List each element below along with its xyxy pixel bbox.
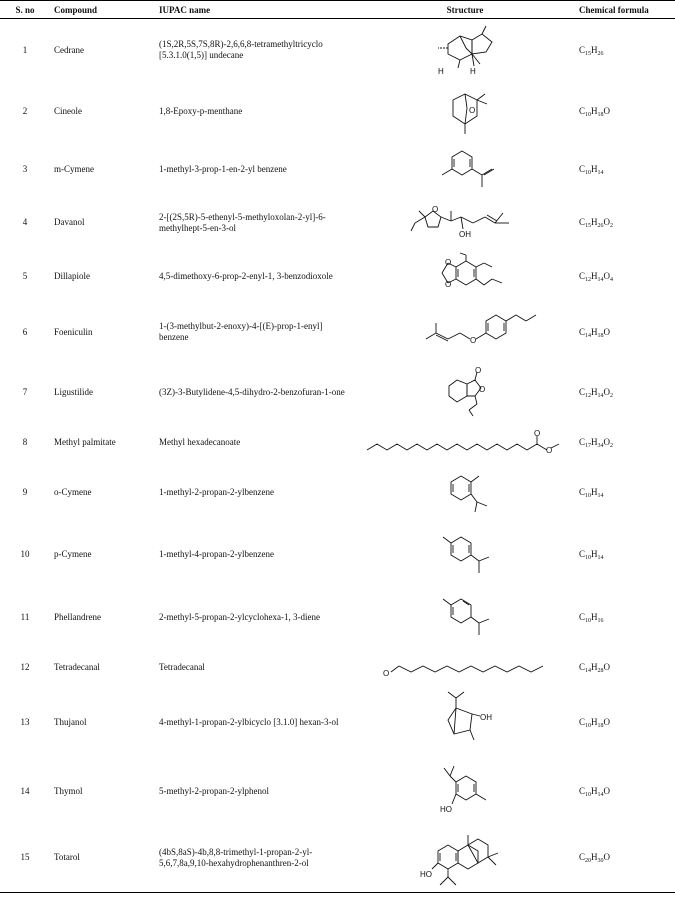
structure-cell [355,524,575,586]
formula-element: O [603,106,611,116]
header-iupac: IUPAC name [155,1,355,19]
davanol-structure [405,203,525,243]
oxygen-label: O [445,258,452,267]
oxygen-label: O [470,336,477,345]
chemical-formula [575,424,675,462]
formula-subscript: 10 [585,169,592,176]
structure-cell [355,424,575,462]
row-number: 4 [22,217,28,227]
table-row [0,82,675,142]
iupac-name: Methyl hexadecanoate [159,437,241,447]
compound-name: Cedrane [54,44,84,55]
formula-subscript: 18 [597,723,604,729]
compound-name: Methyl palmitate [54,437,116,447]
formula-element: H [591,852,598,863]
structure-cell [355,142,575,197]
oxygen-label: O [382,669,389,678]
row-number: 13 [20,717,30,727]
structure-cell [355,82,575,142]
table-header-row [0,1,675,19]
compound-name: Davanol [54,217,85,227]
chemical-formula [575,760,675,824]
table-row [0,686,675,760]
iupac-name: (3Z)-3-Butylidene-4,5-dihydro-2-benzofuran-1-one [159,386,345,397]
compound-name: Cineole [54,106,82,116]
oxygen-label: O [545,445,552,455]
chemical-formula [575,361,675,424]
row-number: 2 [22,106,28,116]
iupac-name: 5-methyl-2-propan-2-ylphenol [159,786,269,796]
chemical-formula [575,249,675,304]
formula-element: C [579,549,586,559]
formula-element: C [579,611,586,622]
chemical-formula [575,462,675,524]
oxygen-label: O [475,366,482,375]
formula-subscript: 2 [610,392,614,399]
iupac-name: 2-methyl-5-propan-2-ylcyclohexa-1, 3-diene [159,611,320,622]
formula-element: O [603,437,611,447]
formula-element: C [579,661,586,672]
formula-subscript: 14 [597,493,604,499]
structure-cell [355,197,575,249]
row-number: 8 [22,437,28,447]
formula-subscript: 14 [597,555,604,561]
formula-element: C [579,852,586,863]
formula-element: C [579,217,586,227]
row-number: 14 [20,786,30,796]
iupac-name: 4,5-dimethoxy-6-prop-2-enyl-1, 3-benzodioxole [159,270,333,281]
row-number: 12 [20,661,30,672]
formula-element: C [579,386,586,397]
formula-element: H [591,270,598,281]
formula-element: H [591,44,598,55]
phellandrene-structure [435,591,495,643]
dillapiole-structure [420,251,510,301]
iupac-name: (1S,2R,5S,7S,8R)-2,6,6,8-tetramethyltricyclo [5.3.1.0(1,5)] undecane [159,39,323,61]
iupac-name: 1-methyl-3-prop-1-en-2-yl benzene [159,163,287,174]
table-row [0,197,675,249]
formula-subscript: 2 [610,223,614,229]
formula-subscript: 14 [585,667,592,674]
formula-element: O [603,786,611,796]
structure-cell [355,304,575,361]
formula-element: O [603,661,611,672]
iupac-name: 4-methyl-1-propan-2-ylbicyclo [3.1.0] hexan-3-ol [159,717,339,727]
formula-subscript: 34 [597,443,604,449]
table-row [0,142,675,197]
formula-subscript: 10 [585,555,592,561]
formula-subscript: 4 [610,276,614,283]
oxygen-label: O [469,105,476,115]
table-row [0,19,675,82]
hydroxyl-label: OH [459,229,471,239]
row-number: 11 [20,611,30,622]
formula-element: H [591,661,598,672]
table-row [0,824,675,893]
structure-cell [355,19,575,82]
structure-cell [355,462,575,524]
iupac-name: 1-(3-methylbut-2-enoxy)-4-[(E)-prop-1-enyl] benzene [159,321,323,342]
chemical-formula [575,824,675,893]
formula-element: H [591,717,598,727]
ligustilide-structure [435,366,495,418]
formula-element: H [591,386,598,397]
thymol-structure [430,764,500,820]
formula-element: H [591,326,598,337]
oxygen-label: O [432,204,439,214]
compound-name: Tetradecanal [54,661,100,672]
cedrane-structure [420,22,510,78]
oxygen-label: O [445,280,452,289]
row-number: 15 [0,824,50,893]
row-number: 5 [22,270,28,281]
compound-name: o-Cymene [54,487,92,497]
formula-subscript: 12 [585,392,592,399]
formula-element: C [579,270,586,281]
formula-subscript: 10 [585,112,592,118]
table-row [0,760,675,824]
formula-subscript: 14 [597,276,604,283]
table-row [0,524,675,586]
formula-subscript: 26 [597,50,604,57]
table-row [0,304,675,361]
oxygen-label: O [479,385,486,394]
compound-name: Thujanol [54,717,87,727]
formula-element: C [579,106,586,116]
o-cymene-structure [435,468,495,518]
formula-subscript: 12 [585,276,592,283]
formula-subscript: 14 [597,392,604,399]
hydroxyl-label: OH [480,712,492,722]
compound-name: Phellandrene [54,611,101,622]
structure-cell [355,649,575,686]
header-sno: S. no [0,1,50,19]
formula-element: H [591,106,598,116]
formula-subscript: 10 [585,617,592,624]
chemical-formula [575,649,675,686]
formula-subscript: 16 [597,617,604,624]
chemical-formula [575,19,675,82]
formula-element: H [591,786,598,796]
iupac-name: 2-[(2S,5R)-5-ethenyl-5-methyloxolan-2-yl]-6-methylhept-5-en-3-ol [159,211,326,233]
hydrogen-label: H [438,67,444,77]
compound-name: Dillapiole [54,270,90,281]
structure-cell [355,249,575,304]
header-structure: Structure [355,1,575,19]
structure-cell [355,824,575,893]
formula-subscript: 14 [597,169,604,176]
hydrogen-label: H [470,67,476,77]
formula-element: O [603,386,611,397]
structure-cell [355,361,575,424]
formula-element: C [579,326,586,337]
row-number: 1 [22,44,28,55]
iupac-name: (4bS,8aS)-4b,8,8-trimethyl-1-propan-2-yl-5,6,7,8a,9,10-hexahydrophenanthren-2-ol [155,824,355,893]
table-row [0,462,675,524]
compound-name: Foeniculin [54,326,93,337]
methyl-palmitate-structure [363,428,568,458]
formula-element: O [603,717,611,727]
row-number: 7 [22,386,28,397]
formula-subscript: 26 [597,223,604,229]
formula-element: O [603,270,611,281]
formula-element: C [579,717,586,727]
row-number: 6 [22,326,28,337]
chemical-formula [575,686,675,760]
formula-subscript: 28 [597,667,604,674]
formula-subscript: 10 [585,723,592,729]
compound-name: Thymol [54,786,83,796]
formula-subscript: 2 [610,443,614,449]
totarol-structure [420,827,510,889]
row-number: 10 [20,549,30,559]
formula-element: C [579,437,586,447]
row-number: 3 [22,163,28,174]
formula-subscript: 10 [585,493,592,499]
chemical-formula [575,82,675,142]
formula-element: H [591,437,598,447]
chemical-formula [575,304,675,361]
iupac-name: 1-methyl-2-propan-2-ylbenzene [159,487,274,497]
chemical-formula [575,197,675,249]
formula-element: H [591,611,598,622]
chemical-formula [575,524,675,586]
formula-element: C [579,786,586,796]
hydroxyl-label: HO [440,804,452,814]
iupac-name: 1,8-Epoxy-p-menthane [159,106,243,116]
compound-name: p-Cymene [54,549,92,559]
thujanol-structure [430,690,500,756]
iupac-name: 1-methyl-4-propan-2-ylbenzene [159,549,274,559]
chemical-formula [575,142,675,197]
structure-cell [355,686,575,760]
compound-name: Totarol [50,824,155,893]
header-compound: Compound [50,1,155,19]
formula-element: H [591,487,598,497]
oxygen-label: O [533,428,540,438]
formula-subscript: 15 [585,50,592,57]
header-formula: Chemical formula [575,1,675,19]
formula-element: O [603,852,611,863]
row-number: 9 [22,487,28,497]
structure-cell [355,586,575,649]
table-row [0,424,675,462]
formula-element: H [591,549,598,559]
formula-element: O [603,326,611,337]
structure-cell [355,760,575,824]
compound-name: m-Cymene [54,163,94,174]
formula-element: H [591,217,598,227]
cineole-structure [435,86,495,138]
formula-subscript: 10 [585,792,592,798]
formula-subscript: 20 [585,858,592,865]
formula-element: H [591,163,598,174]
m-cymene-structure [430,147,500,191]
formula-subscript: 14 [585,332,592,339]
formula-element: C [579,163,586,174]
table-row [0,249,675,304]
formula-subscript: 30 [597,858,604,865]
formula-subscript: 14 [597,792,604,798]
table-row [0,361,675,424]
formula-subscript: 17 [585,443,592,449]
iupac-name: Tetradecanal [159,661,205,672]
table-row [0,649,675,686]
formula-element: C [579,487,586,497]
table-row [0,586,675,649]
foeniculin-structure [390,309,540,355]
formula-subscript: 15 [585,223,592,229]
chemical-formula [575,586,675,649]
hydroxyl-label: HO [420,869,432,879]
formula-subscript: 18 [597,112,604,118]
formula-element: O [603,217,611,227]
p-cymene-structure [435,529,495,581]
formula-element: C [579,44,586,55]
compound-name: Ligustilide [54,386,93,397]
formula-subscript: 18 [597,332,604,339]
tetradecanal-structure [373,654,558,680]
